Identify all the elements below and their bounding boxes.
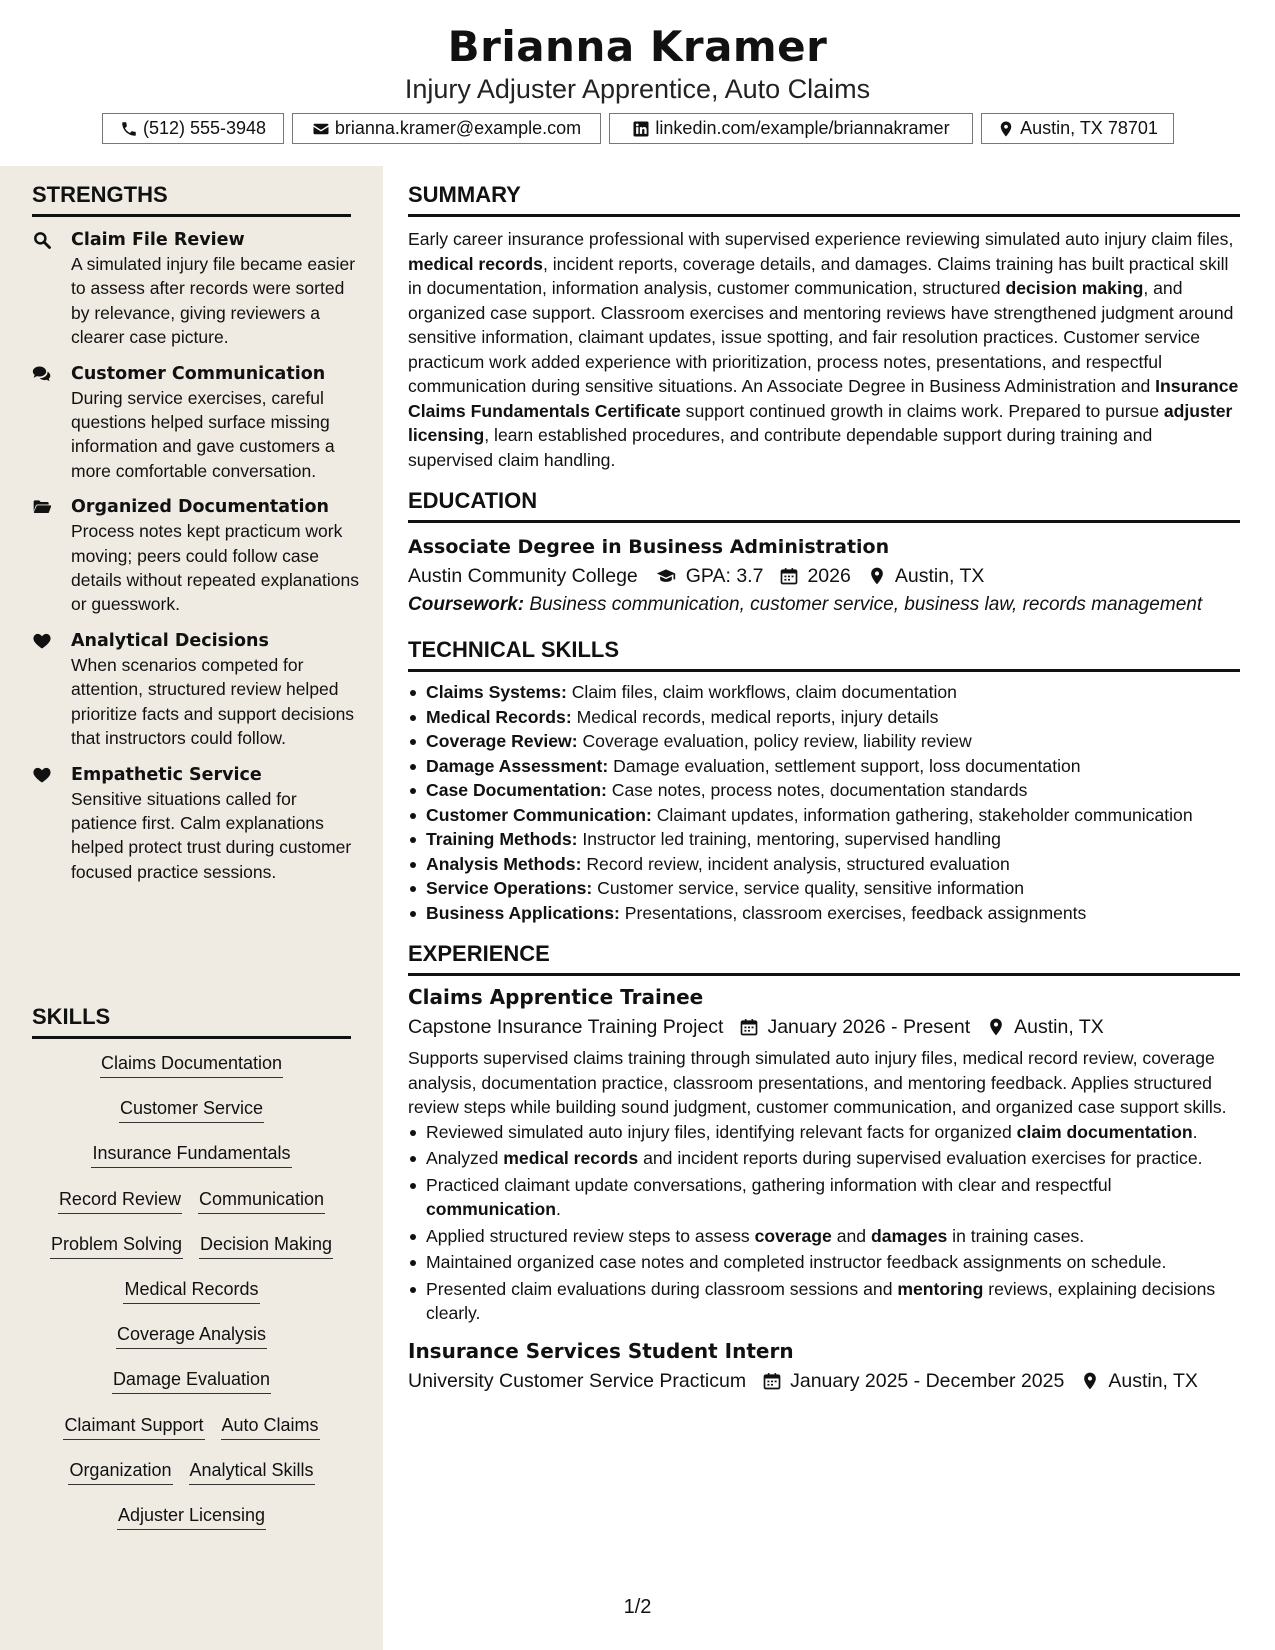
skill-category: Claims Systems: — [426, 682, 567, 702]
strength-title: Organized Documentation — [71, 497, 329, 518]
graduation-year: 2026 — [807, 565, 851, 587]
candidate-title: Injury Adjuster Apprentice, Auto Claims — [404, 74, 871, 104]
bullet-text: Maintained organized case notes and completed instructor feedback assignments on schedule. — [426, 1252, 1167, 1272]
map-marker-icon — [996, 119, 1016, 139]
job-dates: January 2026 - Present — [767, 1016, 971, 1038]
comments-icon — [32, 364, 54, 384]
technical-skills-heading: TECHNICAL SKILLS — [408, 637, 1240, 672]
skill-category: Damage Assessment: — [426, 755, 609, 776]
skill-category: Customer Communication: — [426, 804, 652, 825]
candidate-name: Brianna Kramer — [447, 22, 828, 71]
skill-values: Claimant updates, information gathering, stakeholder communication — [651, 804, 1193, 825]
strength-desc: When scenarios competed for attention, structured review helped prioritize facts and support decisions that instructors could follow. — [71, 654, 355, 749]
strength-item — [32, 362, 362, 484]
linkedin-text: linkedin.com/example/briannakramer — [655, 118, 950, 138]
degree-title: Associate Degree in Business Administration — [408, 536, 890, 558]
list-item — [408, 803, 1240, 828]
contact-phone[interactable] — [102, 113, 284, 144]
skill-values: Presentations, classroom exercises, feedback assignments — [619, 902, 1087, 923]
skill-tag: Damage Evaluation — [112, 1367, 271, 1394]
skill-category: Case Documentation: — [426, 780, 607, 800]
contact-linkedin[interactable] — [609, 113, 973, 144]
resume-header — [0, 0, 1275, 166]
skill-tag: Customer Service — [119, 1096, 264, 1123]
skill-category: Coverage Review: — [426, 731, 578, 751]
email-text: brianna.kramer@example.com — [334, 118, 582, 138]
list-item — [408, 852, 1240, 877]
strength-desc: Sensitive situations called for patience first. Calm explanations helped protect trust during customer focused practice sessions. — [71, 788, 352, 882]
bullet-text: in training cases. — [947, 1225, 1085, 1246]
skill-tag: Organization — [68, 1458, 172, 1485]
summary-part: , and organized case support. Classroom exercises and mentoring reviews have strengthened judgment around sensitive information, claimant updates, issue spotting, and fair resolution practices. Customer service practicum work added experience with prioritization, process notes, presentations, and respectful communication during sensitive situations. An Associate Degree in Business Administration and — [408, 278, 1234, 396]
linkedin-icon — [631, 119, 651, 139]
gpa-text: GPA: 3.7 — [685, 565, 764, 587]
skill-tag: Medical Records — [123, 1277, 259, 1304]
school-name: Austin Community College — [408, 565, 638, 587]
job-description: Supports supervised claims training through simulated auto injury files, medical record review, coverage analysis, documentation practice, classroom presentations, and mentoring feedback. Applies structured review steps while building sound judgment, customer communication, and organized case support skills. — [408, 1048, 1227, 1117]
job-meta — [408, 1366, 1240, 1396]
bullet-text: Applied structured review steps to assess — [426, 1225, 755, 1246]
list-item — [408, 901, 1240, 926]
list-item — [408, 705, 1240, 730]
heart-icon — [32, 631, 54, 651]
coursework-text: Business communication, customer service, business law, records management — [524, 594, 1203, 615]
skill-category: Medical Records: — [426, 706, 572, 727]
experience-heading: EXPERIENCE — [408, 941, 1240, 976]
skill-values: Claim files, claim workflows, claim documentation — [566, 682, 957, 702]
coursework-label: Coursework: — [408, 594, 525, 615]
job-location: Austin, TX — [1108, 1369, 1198, 1392]
strength-desc: Process notes kept practicum work moving; peers could follow case details without repeated explanations or guesswork. — [71, 521, 359, 615]
school-location: Austin, TX — [894, 565, 985, 587]
summary-part: , learn established procedures, and contribute dependable support during training and supervised claim handling. — [408, 425, 1153, 470]
technical-skills-list — [408, 680, 1240, 925]
summary-part: , incident reports, coverage details, and damages. Claims training has built practical skill in documentation, information analysis, customer communication, structured — [408, 253, 1229, 298]
phone-text: (512) 555-3948 — [142, 118, 267, 138]
list-item — [408, 1173, 1240, 1222]
calendar-icon — [779, 566, 799, 586]
contact-location[interactable] — [981, 113, 1174, 144]
strength-desc: A simulated injury file became easier to assess after records were sorted by relevance, giving reviewers a clearer case picture. — [71, 254, 356, 348]
list-item — [408, 1224, 1240, 1249]
job-title: Claims Apprentice Trainee — [408, 985, 704, 1009]
skill-values: Case notes, process notes, documentation standards — [606, 780, 1028, 800]
skill-tag: Communication — [198, 1187, 325, 1214]
skill-tag: Claims Documentation — [100, 1051, 283, 1078]
skill-values: Damage evaluation, settlement support, loss documentation — [608, 755, 1081, 776]
strengths-heading: STRENGTHS — [32, 182, 351, 217]
job-meta — [408, 1012, 1240, 1042]
bullet-bold: communication — [426, 1199, 557, 1219]
page-number: 1/2 — [623, 1596, 652, 1618]
strength-item — [32, 495, 362, 617]
search-icon — [32, 230, 54, 250]
skill-values: Record review, incident analysis, structured evaluation — [581, 853, 1010, 874]
list-item — [408, 827, 1240, 852]
skill-values: Customer service, service quality, sensitive information — [592, 878, 1025, 898]
bullet-bold: mentoring — [897, 1278, 984, 1299]
strength-title: Analytical Decisions — [71, 630, 269, 651]
bullet-text: Analyzed — [426, 1148, 504, 1168]
summary-bold: Insurance Claims Fundamentals Certificate — [408, 376, 1239, 421]
skill-values: Instructor led training, mentoring, supervised handling — [577, 829, 1001, 849]
calendar-icon — [762, 1371, 782, 1391]
map-marker-icon — [986, 1017, 1006, 1037]
strengths-list — [32, 228, 362, 896]
list-item — [408, 1277, 1240, 1326]
bullet-bold: coverage — [754, 1225, 832, 1246]
coursework — [408, 593, 1240, 617]
bullet-text: Reviewed simulated auto injury files, identifying relevant facts for organized — [426, 1121, 1017, 1142]
bullet-text: Presented claim evaluations during classroom sessions and — [426, 1278, 898, 1299]
bullet-text: Practiced claimant update conversations, gathering information with clear and respectful — [426, 1174, 1112, 1195]
contact-bar — [0, 113, 1275, 144]
summary-part: Early career insurance professional with supervised experience reviewing simulated auto injury claim files, — [408, 229, 1234, 249]
heart-icon — [32, 765, 54, 785]
strength-item — [32, 763, 362, 885]
skill-tag: Decision Making — [199, 1232, 333, 1259]
list-item — [408, 754, 1240, 779]
list-item — [408, 778, 1240, 803]
skill-tag: Problem Solving — [50, 1232, 183, 1259]
list-item — [408, 1146, 1240, 1171]
skill-tag: Record Review — [58, 1187, 182, 1214]
skill-tag: Coverage Analysis — [116, 1322, 267, 1349]
list-item — [408, 729, 1240, 754]
bullet-text: reviews, explaining decisions clearly. — [426, 1278, 1216, 1323]
education-meta — [408, 561, 1240, 591]
skill-tag: Insurance Fundamentals — [91, 1141, 291, 1168]
skill-tag: Claimant Support — [63, 1413, 204, 1440]
job-bullets — [408, 1120, 1240, 1326]
list-item — [408, 1120, 1240, 1145]
skill-values: Medical records, medical reports, injury details — [571, 706, 939, 727]
summary-text — [408, 227, 1240, 472]
strength-title: Empathetic Service — [71, 764, 262, 785]
phone-icon — [119, 119, 139, 139]
bullet-bold: damages — [870, 1225, 948, 1246]
main-content — [408, 182, 1240, 1396]
skill-category: Analysis Methods: — [426, 853, 582, 874]
skill-category: Training Methods: — [426, 829, 578, 849]
strength-title: Claim File Review — [71, 230, 245, 250]
strength-item — [32, 629, 362, 751]
bullet-text: . — [1192, 1121, 1198, 1142]
summary-heading: SUMMARY — [408, 182, 1240, 217]
skill-tag: Analytical Skills — [189, 1458, 315, 1485]
skills-cloud — [32, 1051, 351, 1548]
job-title: Insurance Services Student Intern — [408, 1338, 794, 1363]
job-org: University Customer Service Practicum — [408, 1369, 747, 1392]
strength-title: Customer Communication — [71, 363, 326, 384]
bullet-text: and — [831, 1225, 871, 1246]
skills-heading: SKILLS — [32, 1004, 351, 1039]
bullet-text: . — [556, 1199, 561, 1219]
location-text: Austin, TX 78701 — [1020, 118, 1158, 138]
skill-category: Business Applications: — [426, 902, 620, 923]
skill-tag: Adjuster Licensing — [117, 1503, 266, 1530]
skill-category: Service Operations: — [426, 878, 593, 898]
strength-desc: During service exercises, careful questions helped surface missing information and gave customers a more comfortable conversation. — [71, 387, 335, 481]
list-item — [408, 876, 1240, 901]
summary-bold: medical records — [408, 253, 543, 274]
skill-values: Coverage evaluation, policy review, liability review — [577, 731, 972, 751]
job-location: Austin, TX — [1014, 1016, 1104, 1038]
summary-bold: adjuster licensing — [408, 400, 1233, 445]
graduation-cap-icon — [654, 566, 678, 586]
summary-part: support continued growth in claims work. Prepared to pursue — [680, 400, 1164, 421]
strength-item — [32, 228, 362, 350]
folder-open-icon — [32, 497, 54, 517]
envelope-icon — [311, 119, 331, 139]
list-item — [408, 1250, 1240, 1275]
job-org: Capstone Insurance Training Project — [408, 1016, 724, 1038]
job-dates: January 2025 - December 2025 — [790, 1369, 1065, 1392]
calendar-icon — [739, 1017, 759, 1037]
map-marker-icon — [867, 566, 887, 586]
skill-tag: Auto Claims — [221, 1413, 320, 1440]
map-marker-icon — [1080, 1371, 1100, 1391]
bullet-bold: claim documentation — [1016, 1121, 1193, 1142]
list-item — [408, 680, 1240, 705]
bullet-bold: medical records — [503, 1148, 639, 1168]
education-heading: EDUCATION — [408, 488, 1240, 523]
bullet-text: and incident reports during supervised evaluation exercises for practice. — [638, 1148, 1203, 1168]
contact-email[interactable] — [292, 113, 601, 144]
summary-bold: decision making — [1005, 278, 1144, 298]
